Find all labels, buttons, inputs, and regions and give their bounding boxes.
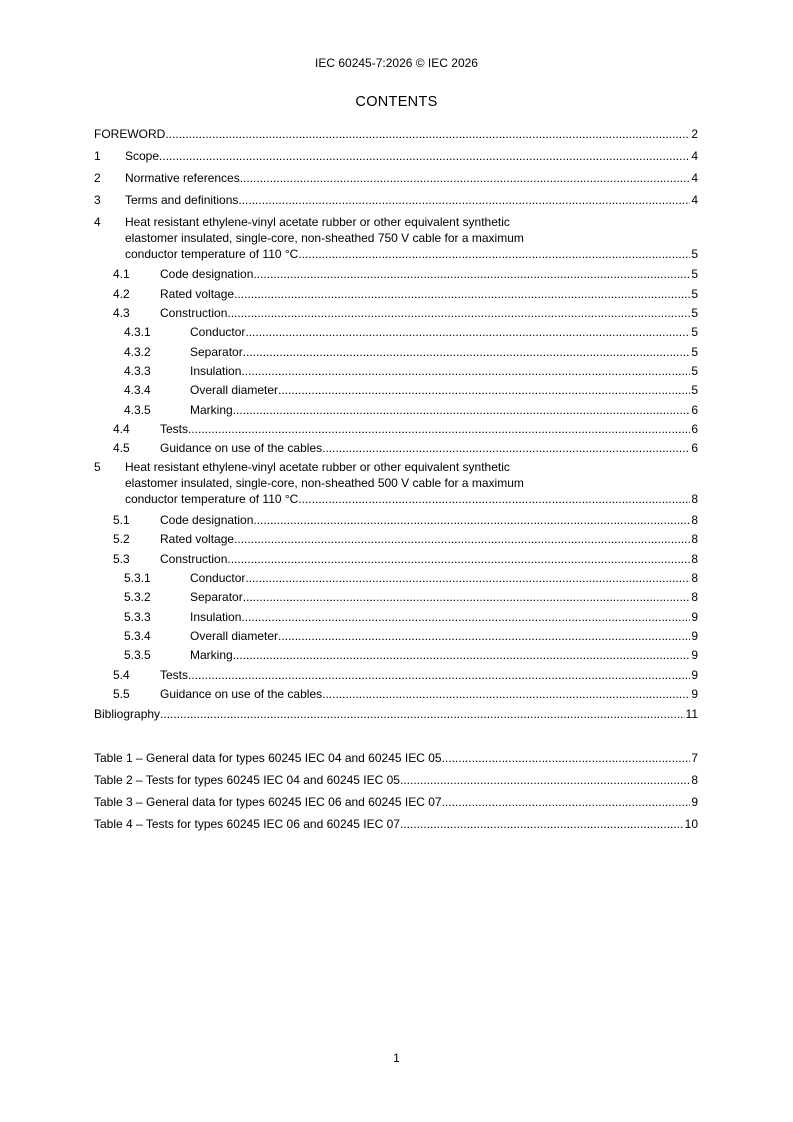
toc-entry-text: FOREWORD bbox=[94, 127, 166, 141]
toc-entry-text: Overall diameter bbox=[190, 629, 279, 643]
toc-page-number: 8 bbox=[691, 571, 698, 585]
toc-entry-4-3-2[interactable] bbox=[94, 344, 698, 360]
toc-entry-text: Table 3 – General data for types 60245 IEC 06 and 60245 IEC 07 bbox=[94, 795, 442, 809]
toc-entry-text: Table 2 – Tests for types 60245 IEC 04 and 60245 IEC 05 bbox=[94, 773, 400, 787]
toc-entry-4-4[interactable] bbox=[94, 421, 698, 437]
toc-entry-text: Overall diameter bbox=[190, 383, 279, 397]
toc-entry-text: Bibliography bbox=[94, 707, 161, 721]
toc-page-number: 9 bbox=[691, 629, 698, 643]
toc-entry-text-line2: elastomer insulated, single-core, non-sheathed 750 V cable for a maximum bbox=[125, 231, 524, 245]
toc-entry-text: Insulation bbox=[190, 364, 242, 378]
toc-entry-text: Tests bbox=[160, 668, 189, 682]
toc-page-number: 5 bbox=[691, 287, 698, 301]
contents-title: CONTENTS bbox=[355, 94, 438, 110]
document-header: IEC 60245-7:2026 © IEC 2026 bbox=[315, 56, 478, 70]
toc-page-number: 5 bbox=[691, 247, 698, 261]
toc-entry-bibliography[interactable] bbox=[94, 706, 698, 722]
toc-entry-text: Marking bbox=[190, 403, 233, 417]
toc-entry-text: Table 1 – General data for types 60245 IEC 04 and 60245 IEC 05 bbox=[94, 751, 442, 765]
toc-page-number: 8 bbox=[691, 492, 698, 506]
toc-entry-text: Separator bbox=[190, 590, 243, 604]
toc-entry-text: Marking bbox=[190, 648, 233, 662]
toc-entry-4-3-5[interactable] bbox=[94, 402, 698, 418]
toc-entry-text: Construction bbox=[160, 306, 228, 320]
toc-page-number: 5 bbox=[691, 383, 698, 397]
toc-section-number: 5.3.3 bbox=[124, 610, 151, 624]
toc-entry-scope[interactable] bbox=[94, 148, 698, 164]
toc-entry-5-3-5[interactable] bbox=[94, 647, 698, 663]
toc-entry-text: Code designation bbox=[160, 513, 254, 527]
toc-page-number: 5 bbox=[691, 325, 698, 339]
toc-section-number: 4.3.2 bbox=[124, 345, 151, 359]
toc-page-number: 9 bbox=[691, 687, 698, 701]
toc-section-number: 4.5 bbox=[113, 441, 130, 455]
toc-page-number: 8 bbox=[691, 532, 698, 546]
toc-entry-text: Scope bbox=[125, 149, 160, 163]
toc-page-number: 6 bbox=[691, 403, 698, 417]
toc-entry-terms-definitions[interactable] bbox=[94, 192, 698, 208]
toc-section-number: 4.3.5 bbox=[124, 403, 151, 417]
list-of-tables-entry-2[interactable] bbox=[94, 772, 698, 788]
toc-section-number: 1 bbox=[94, 149, 101, 163]
toc-entry-5-3-1[interactable] bbox=[94, 570, 698, 586]
toc-page-number: 9 bbox=[691, 668, 698, 682]
toc-entry-5-3-2[interactable] bbox=[94, 589, 698, 605]
toc-entry-text: Rated voltage bbox=[160, 532, 235, 546]
toc-section-number: 4.2 bbox=[113, 287, 130, 301]
toc-page-number: 5 bbox=[691, 267, 698, 281]
toc-entry-foreword[interactable] bbox=[94, 126, 698, 142]
toc-section-number: 5.5 bbox=[113, 687, 130, 701]
toc-entry-5-4[interactable] bbox=[94, 667, 698, 683]
toc-entry-4-5[interactable] bbox=[94, 440, 698, 456]
toc-entry-4-3[interactable] bbox=[94, 305, 698, 321]
toc-entry-4-3-4[interactable] bbox=[94, 382, 698, 398]
toc-page-number: 9 bbox=[691, 795, 698, 809]
toc-section-number: 5.2 bbox=[113, 532, 130, 546]
toc-section-number: 5 bbox=[94, 460, 101, 474]
toc-page-number: 6 bbox=[691, 441, 698, 455]
toc-section-number: 5.3.2 bbox=[124, 590, 151, 604]
toc-entry-text-line1: Heat resistant ethylene-vinyl acetate rubber or other equivalent synthetic bbox=[125, 215, 510, 229]
toc-page-number: 9 bbox=[691, 648, 698, 662]
toc-page-number: 8 bbox=[691, 590, 698, 604]
toc-section-number: 4.4 bbox=[113, 422, 130, 436]
toc-page-number: 4 bbox=[691, 193, 698, 207]
toc-section-number: 4.1 bbox=[113, 267, 130, 281]
list-of-tables-entry-3[interactable] bbox=[94, 794, 698, 810]
toc-section-number: 5.4 bbox=[113, 668, 130, 682]
toc-section-number: 5.3 bbox=[113, 552, 130, 566]
toc-entry-text: Guidance on use of the cables bbox=[160, 441, 323, 455]
toc-section-number: 4.3 bbox=[113, 306, 130, 320]
toc-page-number: 4 bbox=[691, 171, 698, 185]
toc-entry-text-line3: conductor temperature of 110 °C bbox=[125, 247, 299, 261]
toc-entry-text: Tests bbox=[160, 422, 189, 436]
toc-page-number: 10 bbox=[684, 817, 698, 831]
toc-entry-text: Table 4 – Tests for types 60245 IEC 06 and 60245 IEC 07 bbox=[94, 817, 400, 831]
toc-section-number: 4.3.3 bbox=[124, 364, 151, 378]
toc-page-number: 8 bbox=[691, 513, 698, 527]
list-of-tables-entry-1[interactable] bbox=[94, 750, 698, 766]
toc-page-number: 8 bbox=[691, 773, 698, 787]
toc-page-number: 5 bbox=[691, 306, 698, 320]
toc-entry-text: Rated voltage bbox=[160, 287, 235, 301]
toc-section-number: 5.3.5 bbox=[124, 648, 151, 662]
toc-entry-5-5[interactable] bbox=[94, 686, 698, 702]
toc-page-number: 7 bbox=[691, 751, 698, 765]
toc-page-number: 9 bbox=[691, 610, 698, 624]
toc-entry-5-3-3[interactable] bbox=[94, 609, 698, 625]
page-number-footer: 1 bbox=[393, 1051, 400, 1065]
toc-page-number: 4 bbox=[691, 149, 698, 163]
toc-page-number: 11 bbox=[685, 707, 698, 721]
toc-entry-text: Normative references bbox=[125, 171, 240, 185]
toc-entry-5-1[interactable] bbox=[94, 512, 698, 528]
toc-entry-text: Guidance on use of the cables bbox=[160, 687, 323, 701]
toc-section-number: 3 bbox=[94, 193, 101, 207]
toc-page-number: 8 bbox=[691, 552, 698, 566]
toc-entry-text-line3: conductor temperature of 110 °C bbox=[125, 492, 299, 506]
toc-section-number: 5.1 bbox=[113, 513, 130, 527]
toc-page-number: 5 bbox=[691, 345, 698, 359]
toc-entry-text-line1: Heat resistant ethylene-vinyl acetate rubber or other equivalent synthetic bbox=[125, 460, 510, 474]
toc-entry-text: Code designation bbox=[160, 267, 254, 281]
toc-entry-4-3-3[interactable] bbox=[94, 363, 698, 379]
toc-section-number: 4.3.1 bbox=[124, 325, 151, 339]
toc-entry-5-3[interactable] bbox=[94, 551, 698, 567]
toc-entry-normative-references[interactable] bbox=[94, 170, 698, 186]
toc-section-number: 4.3.4 bbox=[124, 383, 151, 397]
toc-entry-4-1[interactable] bbox=[94, 266, 698, 282]
toc-entry-text: Conductor bbox=[190, 325, 246, 339]
toc-entry-5-2[interactable] bbox=[94, 531, 698, 547]
toc-entry-text: Separator bbox=[190, 345, 243, 359]
toc-section-number: 2 bbox=[94, 171, 101, 185]
toc-entry-text-line2: elastomer insulated, single-core, non-sheathed 500 V cable for a maximum bbox=[125, 476, 524, 490]
toc-entry-text: Insulation bbox=[190, 610, 242, 624]
toc-entry-text: Construction bbox=[160, 552, 228, 566]
toc-entry-text: Conductor bbox=[190, 571, 246, 585]
toc-entry-5-3-4[interactable] bbox=[94, 628, 698, 644]
list-of-tables-entry-4[interactable] bbox=[94, 816, 698, 832]
toc-section-number: 5.3.1 bbox=[124, 571, 151, 585]
toc-section-number: 4 bbox=[94, 215, 101, 229]
toc-entry-4-3-1[interactable] bbox=[94, 324, 698, 340]
toc-page-number: 5 bbox=[691, 364, 698, 378]
toc-page-number: 2 bbox=[691, 127, 698, 141]
toc-section-number: 5.3.4 bbox=[124, 629, 151, 643]
toc-entry-4-2[interactable] bbox=[94, 286, 698, 302]
toc-entry-text: Terms and definitions bbox=[125, 193, 239, 207]
toc-page-number: 6 bbox=[691, 422, 698, 436]
